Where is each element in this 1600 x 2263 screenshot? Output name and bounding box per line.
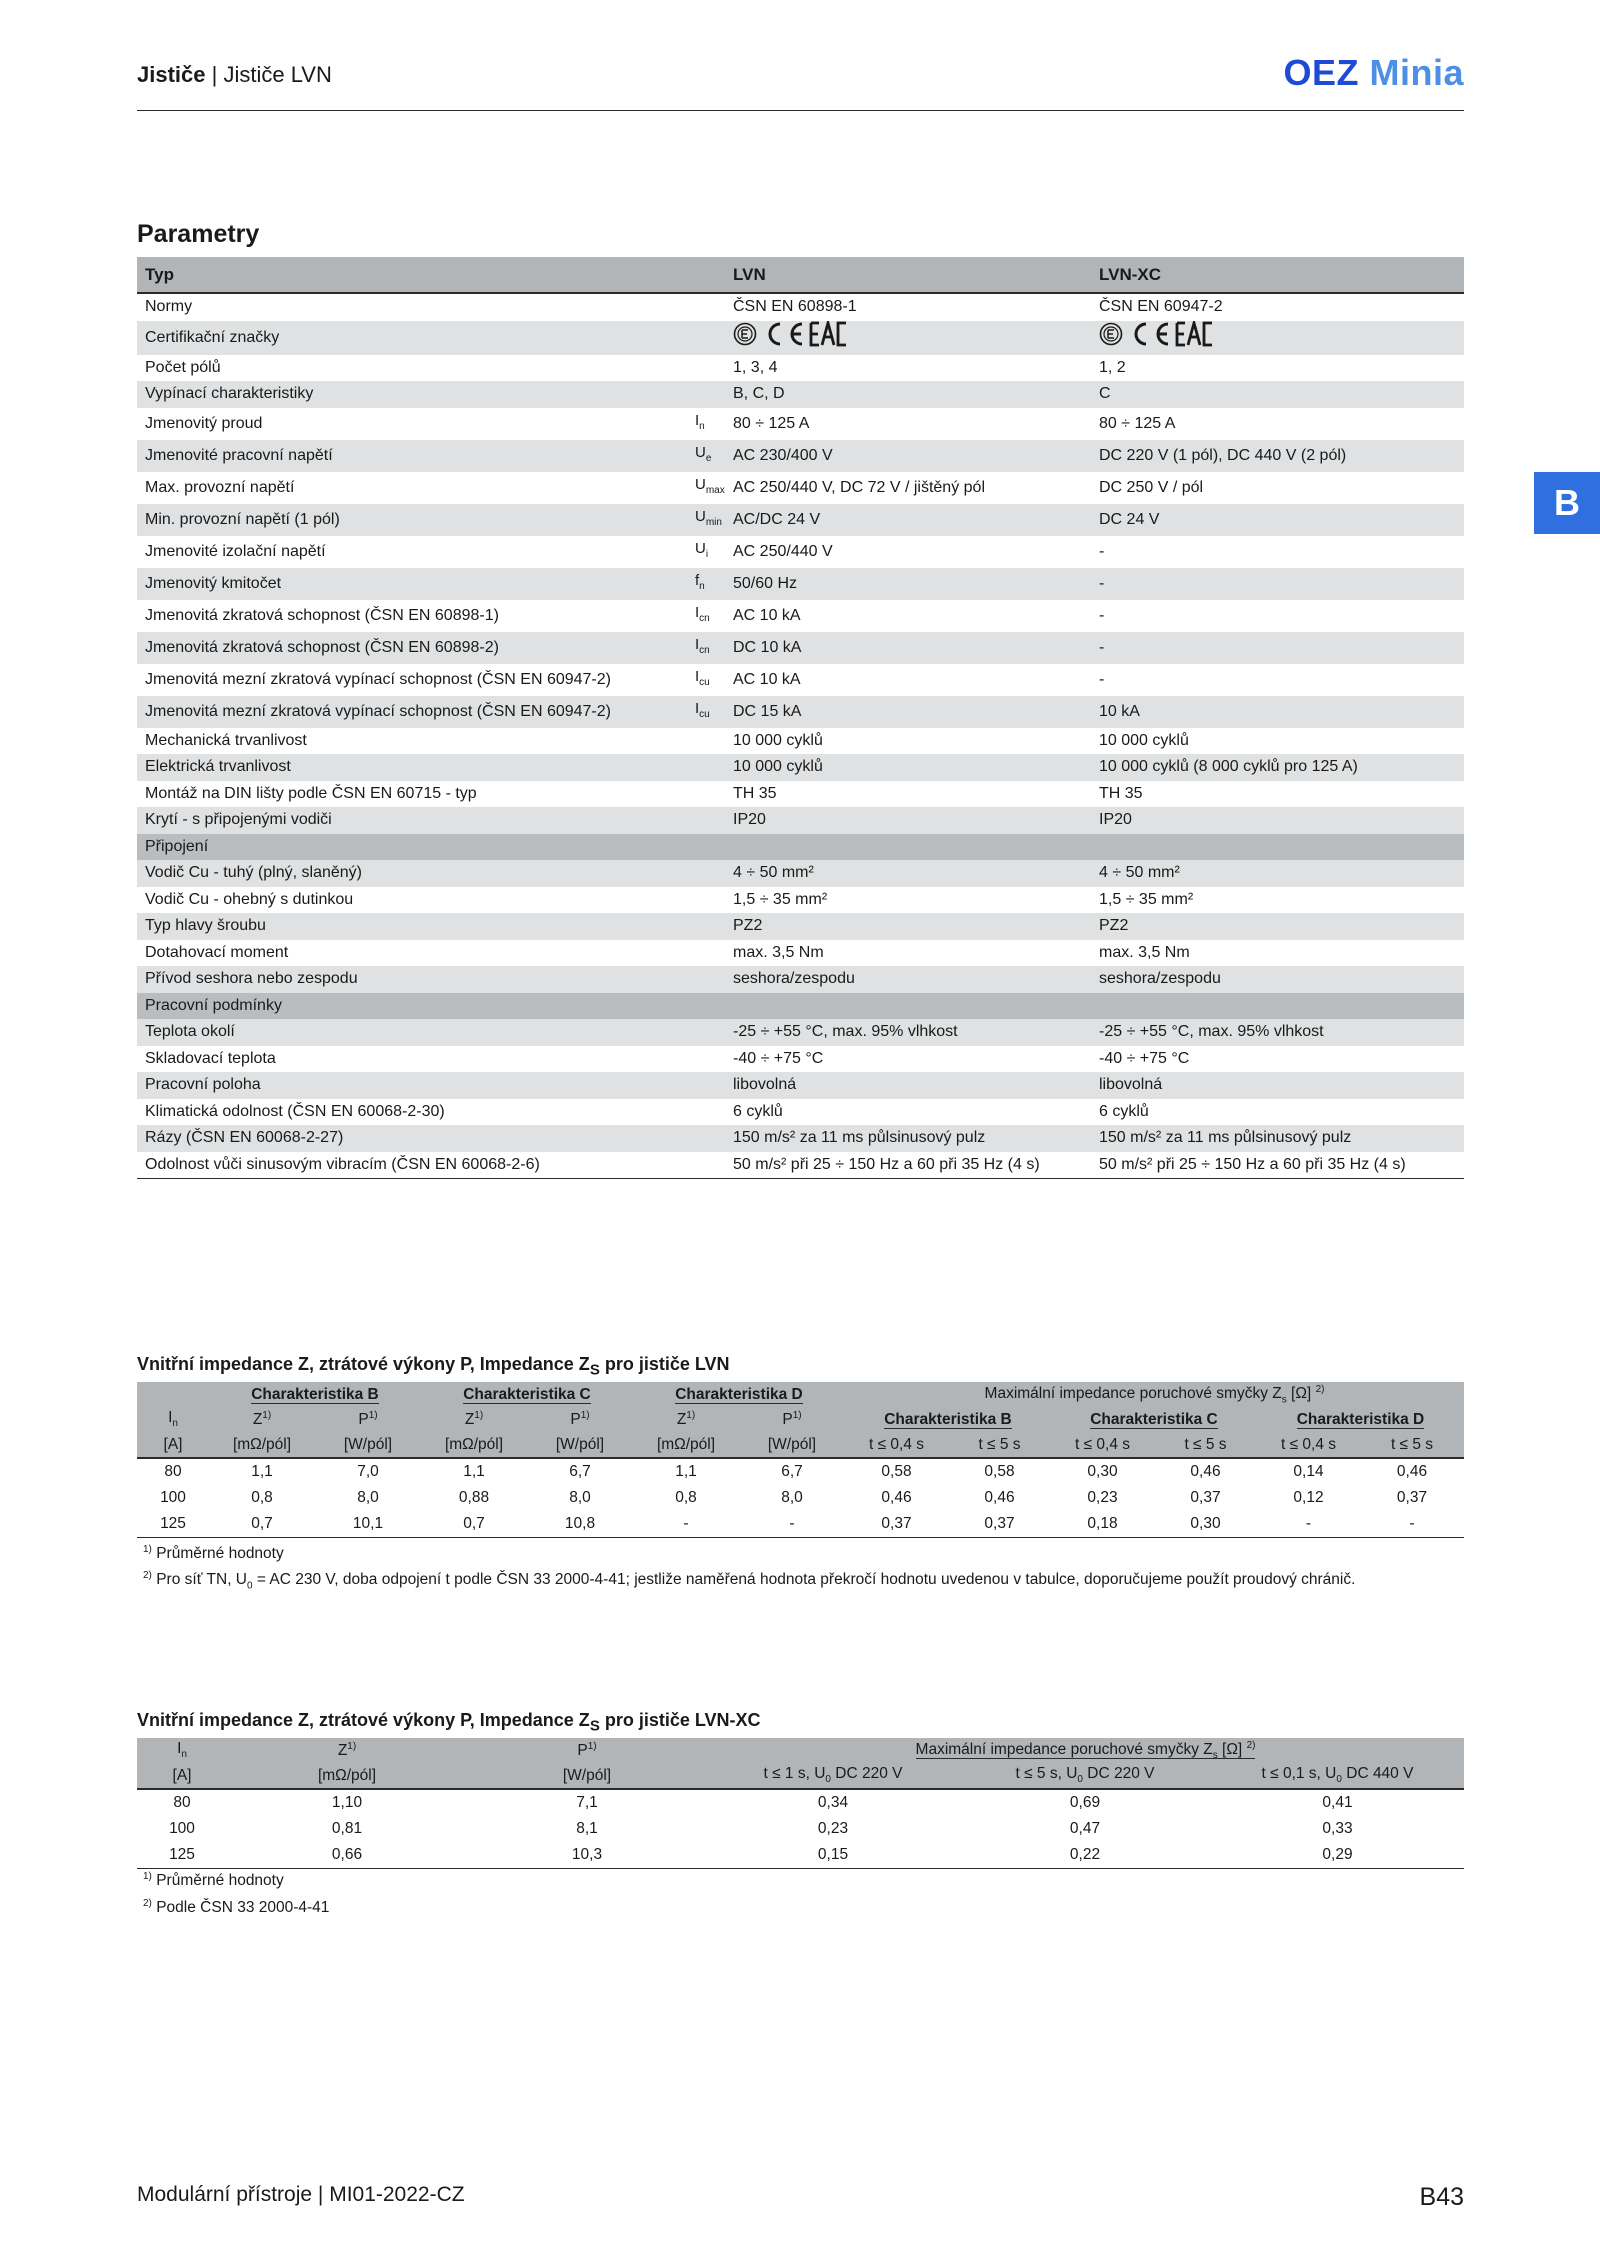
xc-data-row bbox=[137, 1789, 1464, 1816]
lvn-cell: 0,8 bbox=[675, 1489, 697, 1506]
lvn-cell: 0,88 bbox=[458, 1489, 490, 1506]
param-value-lvn-xc: IP20 bbox=[1091, 807, 1464, 834]
param-value-lvn: -40 ÷ +75 °C bbox=[733, 1049, 824, 1067]
param-value-lvn-xc: DC 250 V / pól bbox=[1099, 478, 1204, 496]
params-row bbox=[137, 940, 1464, 967]
param-symbol: $U_i$ bbox=[695, 539, 709, 560]
lvn-cell: 0,46 bbox=[984, 1489, 1015, 1506]
params-group-label: Připojení bbox=[137, 834, 1464, 861]
lvn-header-row-2: $I_n$ $Z^{1)}$ $P^{1)}$ $Z^{1)}$ $P^{1)}$ $Z^{1)}$ $P^{1)}$ Charakteristika B Charakteristika C Charakteristika D bbox=[137, 1407, 1464, 1432]
lvn-cell: 8,0 bbox=[357, 1489, 379, 1506]
param-value-lvn-xc: DC 220 V (1 pól), DC 440 V (2 pól) bbox=[1091, 440, 1464, 472]
param-value-lvn: AC 250/440 V, DC 72 V / jištěný pól bbox=[733, 478, 985, 496]
params-row bbox=[137, 1072, 1464, 1099]
lvn-impedance-table bbox=[137, 1382, 1464, 1538]
param-label: Klimatická odolnost (ČSN EN 60068-2-30) bbox=[145, 1102, 445, 1120]
param-value-lvn-xc: libovolná bbox=[1091, 1072, 1464, 1099]
param-label: Jmenovitá mezní zkratová vypínací schopnost (ČSN EN 60947-2) bbox=[145, 670, 611, 688]
param-value-lvn: AC 250/440 V bbox=[733, 542, 833, 560]
params-row bbox=[137, 355, 1464, 382]
param-label: Odolnost vůči sinusovým vibracím (ČSN EN 60068-2-6) bbox=[137, 1152, 695, 1179]
params-row bbox=[137, 966, 1464, 993]
param-value-lvn-xc bbox=[1091, 321, 1464, 355]
cert-marks bbox=[1099, 321, 1215, 347]
param-label: Certifikační značky bbox=[137, 321, 695, 355]
param-label: Přívod seshora nebo zespodu bbox=[137, 966, 695, 993]
param-value-lvn-xc: -25 ÷ +55 °C, max. 95% vlhkost bbox=[1091, 1019, 1464, 1046]
param-value-lvn: -25 ÷ +55 °C, max. 95% vlhkost bbox=[725, 1019, 1091, 1046]
xc-cell: 0,29 bbox=[1211, 1842, 1464, 1869]
xc-data-row bbox=[137, 1842, 1464, 1869]
xc-note-1: $^{1)}$ Průměrné hodnoty bbox=[143, 1871, 284, 1890]
param-symbol: $I_n$ bbox=[695, 411, 705, 432]
param-value-lvn: seshora/zespodu bbox=[725, 966, 1091, 993]
lvn-cell: 8,0 bbox=[569, 1489, 591, 1506]
lvn-note-2: $^{2)}$ Pro síť TN, $U_0$ = AC 230 V, doba odpojení t podle ČSN 33 2000-4-41; jestliže naměřená hodnota překročí hodnotu uvedenou v tabulce, doporučujeme použít proudový chránič. bbox=[143, 1570, 1356, 1592]
param-symbol: $f_n$ bbox=[695, 568, 725, 600]
param-symbol bbox=[695, 966, 725, 993]
param-value-lvn-xc: 1,5 ÷ 35 mm² bbox=[1099, 890, 1194, 908]
param-value-lvn: TH 35 bbox=[733, 784, 777, 802]
param-symbol: $U_e$ bbox=[695, 440, 725, 472]
param-label: Jmenovitý proud bbox=[145, 414, 263, 432]
lvn-note-1: $^{1)}$ Průměrné hodnoty bbox=[143, 1544, 284, 1563]
xc-cell: 0,81 bbox=[331, 1820, 363, 1837]
param-value-lvn-xc: 10 000 cyklů bbox=[1099, 731, 1189, 749]
xc-header-row-2: [A] [mΩ/pól] [W/pól] t ≤ 1 s, $U_0$ DC 220 V t ≤ 5 s, $U_0$ DC 220 V t ≤ 0,1 s, $U_0$ DC 440 V bbox=[137, 1763, 1464, 1789]
lvn-cell: - bbox=[1360, 1511, 1464, 1538]
xc-cell: 0,66 bbox=[227, 1842, 467, 1869]
param-label: Vodič Cu - tuhý (plný, slaněný) bbox=[137, 860, 695, 887]
lvn-cell: 0,8 bbox=[251, 1489, 273, 1506]
xc-cell: 0,15 bbox=[707, 1842, 959, 1869]
param-label: Normy bbox=[145, 298, 193, 316]
param-value-lvn-xc: - bbox=[1091, 632, 1464, 664]
param-label: Počet pólů bbox=[145, 358, 221, 376]
param-label: Mechanická trvanlivost bbox=[145, 731, 307, 749]
xc-cell: 0,41 bbox=[1322, 1794, 1353, 1811]
xc-cell: 100 bbox=[169, 1820, 195, 1837]
param-value-lvn-xc: - bbox=[1099, 606, 1105, 624]
lvn-cell: 0,37 bbox=[948, 1511, 1051, 1538]
brand-minia: Minia bbox=[1369, 52, 1464, 93]
param-label: Jmenovité izolační napětí bbox=[145, 542, 326, 560]
params-row bbox=[137, 1099, 1464, 1126]
param-value-lvn: ČSN EN 60898-1 bbox=[733, 298, 857, 316]
param-value-lvn: 1,5 ÷ 35 mm² bbox=[733, 890, 828, 908]
params-row bbox=[137, 728, 1464, 755]
lvn-cell: 0,7 bbox=[421, 1511, 527, 1538]
lvn-data-row bbox=[137, 1485, 1464, 1511]
breadcrumb: Jističe | Jističe LVN bbox=[137, 62, 332, 87]
ce-mark-icon bbox=[761, 321, 805, 347]
param-value-lvn-xc: 50 m/s² při 25 ÷ 150 Hz a 60 při 35 Hz (4 s) bbox=[1091, 1152, 1464, 1179]
param-label: Vypínací charakteristiky bbox=[137, 381, 695, 408]
params-row bbox=[137, 381, 1464, 408]
param-value-lvn-xc: 4 ÷ 50 mm² bbox=[1091, 860, 1464, 887]
param-label: Rázy (ČSN EN 60068-2-27) bbox=[137, 1125, 695, 1152]
param-label: Teplota okolí bbox=[137, 1019, 695, 1046]
params-row bbox=[137, 1046, 1464, 1073]
lvn-header-row-1 bbox=[137, 1382, 1464, 1407]
param-label: Typ hlavy šroubu bbox=[137, 913, 695, 940]
max-impedance-header: Maximální impedance poruchové smyčky $Z_s$ [Ω] $^{2)}$ bbox=[845, 1382, 1464, 1407]
param-symbol bbox=[695, 381, 725, 408]
param-symbol bbox=[695, 355, 725, 382]
params-row bbox=[137, 887, 1464, 914]
param-label: Jmenovitá zkratová schopnost (ČSN EN 60898-2) bbox=[137, 632, 695, 664]
param-symbol bbox=[695, 1019, 725, 1046]
page-number: B43 bbox=[1419, 2183, 1464, 2211]
param-value-lvn: max. 3,5 Nm bbox=[733, 943, 824, 961]
param-value-lvn-xc: DC 24 V bbox=[1091, 504, 1464, 536]
lvn-cell: 7,0 bbox=[357, 1463, 379, 1480]
param-value-lvn-xc: - bbox=[1099, 670, 1105, 688]
lvn-cell: 0,58 bbox=[984, 1463, 1015, 1480]
param-value-lvn-xc: seshora/zespodu bbox=[1091, 966, 1464, 993]
params-row bbox=[137, 504, 1464, 536]
xc-cell: 1,10 bbox=[331, 1794, 363, 1811]
lvn-cell: - bbox=[633, 1511, 739, 1538]
xc-cell: 7,1 bbox=[576, 1794, 598, 1811]
param-symbol bbox=[695, 781, 725, 808]
xc-data-row bbox=[137, 1816, 1464, 1842]
param-symbol bbox=[695, 940, 725, 967]
lvn-cell: 10,1 bbox=[315, 1511, 421, 1538]
params-group-row bbox=[137, 993, 1464, 1020]
param-symbol bbox=[695, 1046, 725, 1073]
xc-header-row-1: $I_n$ $Z^{1)}$ $P^{1)}$ Maximální impedance poruchové smyčky $Z_s$ [Ω] $^{2)}$ bbox=[137, 1738, 1464, 1763]
params-title: Parametry bbox=[137, 220, 260, 248]
xc-cell: 0,47 bbox=[1069, 1820, 1101, 1837]
lvn-cell: 0,37 bbox=[1396, 1489, 1428, 1506]
lvn-cell: 0,23 bbox=[1087, 1489, 1118, 1506]
param-value-lvn-xc: C bbox=[1091, 381, 1464, 408]
lvn-cell: - bbox=[739, 1511, 845, 1538]
params-row bbox=[137, 408, 1464, 440]
param-symbol bbox=[695, 728, 725, 755]
lvn-cell: 0,37 bbox=[845, 1511, 948, 1538]
lvn-cell: 0,18 bbox=[1051, 1511, 1154, 1538]
params-header-lvn: LVN bbox=[725, 257, 1091, 293]
xc-cell: 0,22 bbox=[959, 1842, 1211, 1869]
param-symbol bbox=[695, 1099, 725, 1126]
ce-mark-icon bbox=[1127, 321, 1171, 347]
param-value-lvn-xc: PZ2 bbox=[1091, 913, 1464, 940]
param-value-lvn-xc: 6 cyklů bbox=[1099, 1102, 1149, 1120]
param-value-lvn-xc: -40 ÷ +75 °C bbox=[1099, 1049, 1190, 1067]
lvn-cell: 1,1 bbox=[675, 1463, 697, 1480]
lvn-cell: 0,30 bbox=[1087, 1463, 1118, 1480]
lvn-cell: 0,46 bbox=[881, 1489, 912, 1506]
param-value-lvn: DC 10 kA bbox=[725, 632, 1091, 664]
breadcrumb-page: Jističe LVN bbox=[223, 62, 332, 87]
param-label: Vodič Cu - ohebný s dutinkou bbox=[145, 890, 354, 908]
cert-marks bbox=[733, 321, 849, 347]
in-header: $I_n$ bbox=[137, 1407, 209, 1432]
param-value-lvn: 1, 3, 4 bbox=[733, 358, 778, 376]
param-value-lvn: 50 m/s² při 25 ÷ 150 Hz a 60 při 35 Hz (4 s) bbox=[725, 1152, 1091, 1179]
lvn-cell: 0,46 bbox=[1190, 1463, 1221, 1480]
lvn-cell: 0,14 bbox=[1293, 1463, 1324, 1480]
lvn-cell: 80 bbox=[164, 1463, 182, 1480]
params-header-row bbox=[137, 257, 1464, 293]
params-row bbox=[137, 913, 1464, 940]
param-label: Jmenovitá zkratová schopnost (ČSN EN 60898-1) bbox=[145, 606, 499, 624]
params-row bbox=[137, 1125, 1464, 1152]
xc-cell: 0,23 bbox=[817, 1820, 849, 1837]
params-row bbox=[137, 781, 1464, 808]
param-value-lvn: IP20 bbox=[725, 807, 1091, 834]
lvn-cell: 0,58 bbox=[881, 1463, 912, 1480]
param-symbol bbox=[695, 293, 725, 321]
lvn-cell: 0,46 bbox=[1396, 1463, 1428, 1480]
param-symbol: $I_{cn}$ bbox=[695, 632, 725, 664]
param-value-lvn: B, C, D bbox=[725, 381, 1091, 408]
esc-mark-icon bbox=[1099, 322, 1123, 346]
params-row bbox=[137, 600, 1464, 632]
lvn-cell: 6,7 bbox=[781, 1463, 803, 1480]
param-value-lvn-xc: 1, 2 bbox=[1099, 358, 1126, 376]
param-value-lvn-xc: - bbox=[1091, 568, 1464, 600]
breadcrumb-category: Jističe bbox=[137, 62, 206, 87]
params-row bbox=[137, 536, 1464, 568]
brand-logo bbox=[1283, 52, 1464, 94]
char-b-header: Charakteristika B bbox=[251, 1385, 379, 1403]
params-header-lvn-xc: LVN-XC bbox=[1091, 257, 1464, 293]
esc-mark-icon bbox=[733, 322, 757, 346]
param-value-lvn: 4 ÷ 50 mm² bbox=[725, 860, 1091, 887]
params-row bbox=[137, 293, 1464, 321]
param-symbol bbox=[695, 321, 725, 355]
lvn-header-row-3: [A] [mΩ/pól] [W/pól] [mΩ/pól] [W/pól] [mΩ/pól] [W/pól] t ≤ 0,4 s t ≤ 5 s t ≤ 0,4 s t ≤ 5 s t ≤ 0,4 s t ≤ 5 s bbox=[137, 1432, 1464, 1458]
params-row bbox=[137, 440, 1464, 472]
param-value-lvn-xc: max. 3,5 Nm bbox=[1099, 943, 1190, 961]
lvn-cell: 0,30 bbox=[1154, 1511, 1257, 1538]
param-symbol bbox=[695, 1125, 725, 1152]
param-symbol: $U_{min}$ bbox=[695, 504, 725, 536]
param-value-lvn: AC 10 kA bbox=[733, 606, 801, 624]
params-row bbox=[137, 1019, 1464, 1046]
param-symbol: $I_{cu}$ bbox=[695, 696, 725, 728]
param-value-lvn: 6 cyklů bbox=[733, 1102, 783, 1120]
param-label: Pracovní poloha bbox=[137, 1072, 695, 1099]
param-value-lvn: DC 15 kA bbox=[725, 696, 1091, 728]
param-value-lvn: 50/60 Hz bbox=[725, 568, 1091, 600]
lvn-cell: 100 bbox=[160, 1489, 186, 1506]
params-row bbox=[137, 1152, 1464, 1179]
xc-cell: 10,3 bbox=[467, 1842, 707, 1869]
param-symbol: $U_{max}$ bbox=[695, 475, 725, 496]
xc-cell: 0,69 bbox=[1069, 1794, 1101, 1811]
eac-mark-icon bbox=[1175, 321, 1215, 347]
char-c-header: Charakteristika C bbox=[463, 1385, 591, 1403]
lvn-cell: 10,8 bbox=[527, 1511, 633, 1538]
param-value-lvn-xc: ČSN EN 60947-2 bbox=[1099, 298, 1223, 316]
lvn-cell: 1,1 bbox=[463, 1463, 485, 1480]
section-tab: B bbox=[1534, 472, 1600, 534]
param-value-lvn: PZ2 bbox=[725, 913, 1091, 940]
param-label: Dotahovací moment bbox=[145, 943, 289, 961]
param-value-lvn-xc: TH 35 bbox=[1099, 784, 1143, 802]
params-group-label: Pracovní podmínky bbox=[137, 993, 1464, 1020]
lvn-cell: 1,1 bbox=[251, 1463, 273, 1480]
param-value-lvn-xc: 10 kA bbox=[1091, 696, 1464, 728]
param-value-lvn: 10 000 cyklů bbox=[733, 731, 823, 749]
param-label: Elektrická trvanlivost bbox=[137, 754, 695, 781]
xc-note-2: $^{2)}$ Podle ČSN 33 2000-4-41 bbox=[143, 1898, 330, 1917]
lvn-cell: 0,7 bbox=[209, 1511, 315, 1538]
xc-cell: 0,33 bbox=[1322, 1820, 1353, 1837]
lvn-cell: 0,37 bbox=[1190, 1489, 1221, 1506]
params-group-row bbox=[137, 834, 1464, 861]
param-value-lvn bbox=[725, 321, 1091, 355]
xc-max-impedance-header: Maximální impedance poruchové smyčky $Z_s$ [Ω] $^{2)}$ bbox=[707, 1738, 1464, 1763]
param-symbol bbox=[695, 1072, 725, 1099]
param-value-lvn: AC 230/400 V bbox=[725, 440, 1091, 472]
params-row bbox=[137, 321, 1464, 355]
params-header-type: Typ bbox=[137, 257, 725, 293]
param-value-lvn-xc: 80 ÷ 125 A bbox=[1099, 414, 1176, 432]
xc-cell: 8,1 bbox=[576, 1820, 598, 1837]
param-label: Montáž na DIN lišty podle ČSN EN 60715 - typ bbox=[145, 784, 477, 802]
xc-table-title: Vnitřní impedance Z, ztrátové výkony P, Impedance $Z_S$ pro jističe LVN-XC bbox=[137, 1710, 761, 1735]
params-row bbox=[137, 568, 1464, 600]
parameters-table bbox=[137, 257, 1464, 1179]
param-symbol: $I_{cu}$ bbox=[695, 667, 710, 688]
params-row bbox=[137, 632, 1464, 664]
param-label: Min. provozní napětí (1 pól) bbox=[137, 504, 695, 536]
param-label: Jmenovité pracovní napětí bbox=[137, 440, 695, 472]
param-value-lvn: AC/DC 24 V bbox=[725, 504, 1091, 536]
page-header bbox=[137, 52, 1464, 111]
param-symbol bbox=[695, 913, 725, 940]
param-symbol bbox=[695, 860, 725, 887]
param-value-lvn: libovolná bbox=[725, 1072, 1091, 1099]
params-row bbox=[137, 754, 1464, 781]
lvn-cell: 6,7 bbox=[569, 1463, 591, 1480]
char-d-header: Charakteristika D bbox=[675, 1385, 803, 1403]
lvn-data-row bbox=[137, 1458, 1464, 1485]
param-label: Jmenovitá mezní zkratová vypínací schopnost (ČSN EN 60947-2) bbox=[137, 696, 695, 728]
lvn-cell: 8,0 bbox=[781, 1489, 803, 1506]
xc-cell: 0,34 bbox=[817, 1794, 849, 1811]
param-label: Max. provozní napětí bbox=[145, 478, 295, 496]
param-value-lvn-xc: - bbox=[1099, 542, 1105, 560]
param-symbol bbox=[695, 807, 725, 834]
param-symbol bbox=[695, 887, 725, 914]
xc-impedance-table bbox=[137, 1738, 1464, 1869]
param-label: Jmenovitý kmitočet bbox=[137, 568, 695, 600]
param-value-lvn-xc: 150 m/s² za 11 ms půlsinusový pulz bbox=[1091, 1125, 1464, 1152]
lvn-cell: - bbox=[1257, 1511, 1360, 1538]
param-symbol bbox=[695, 754, 725, 781]
param-value-lvn: AC 10 kA bbox=[733, 670, 801, 688]
param-label: Skladovací teplota bbox=[145, 1049, 276, 1067]
param-label: Krytí - s připojenými vodiči bbox=[137, 807, 695, 834]
lvn-cell: 125 bbox=[137, 1511, 209, 1538]
param-symbol: $I_{cn}$ bbox=[695, 603, 710, 624]
xc-cell: 80 bbox=[173, 1794, 191, 1811]
lvn-table-title: Vnitřní impedance Z, ztrátové výkony P, Impedance $Z_S$ pro jističe LVN bbox=[137, 1354, 730, 1379]
params-row bbox=[137, 807, 1464, 834]
params-row bbox=[137, 860, 1464, 887]
footer-catalog: Modulární přístroje | MI01-2022-CZ bbox=[137, 2183, 465, 2206]
param-value-lvn-xc: 10 000 cyklů (8 000 cyklů pro 125 A) bbox=[1091, 754, 1464, 781]
eac-mark-icon bbox=[809, 321, 849, 347]
lvn-cell: 0,12 bbox=[1293, 1489, 1324, 1506]
lvn-data-row bbox=[137, 1511, 1464, 1538]
xc-cell: 125 bbox=[137, 1842, 227, 1869]
param-symbol bbox=[695, 1152, 725, 1179]
params-row bbox=[137, 696, 1464, 728]
params-row bbox=[137, 664, 1464, 696]
param-value-lvn: 80 ÷ 125 A bbox=[733, 414, 810, 432]
brand-oez: OEZ bbox=[1283, 52, 1359, 93]
param-value-lvn: 10 000 cyklů bbox=[725, 754, 1091, 781]
params-row bbox=[137, 472, 1464, 504]
param-value-lvn: 150 m/s² za 11 ms půlsinusový pulz bbox=[725, 1125, 1091, 1152]
